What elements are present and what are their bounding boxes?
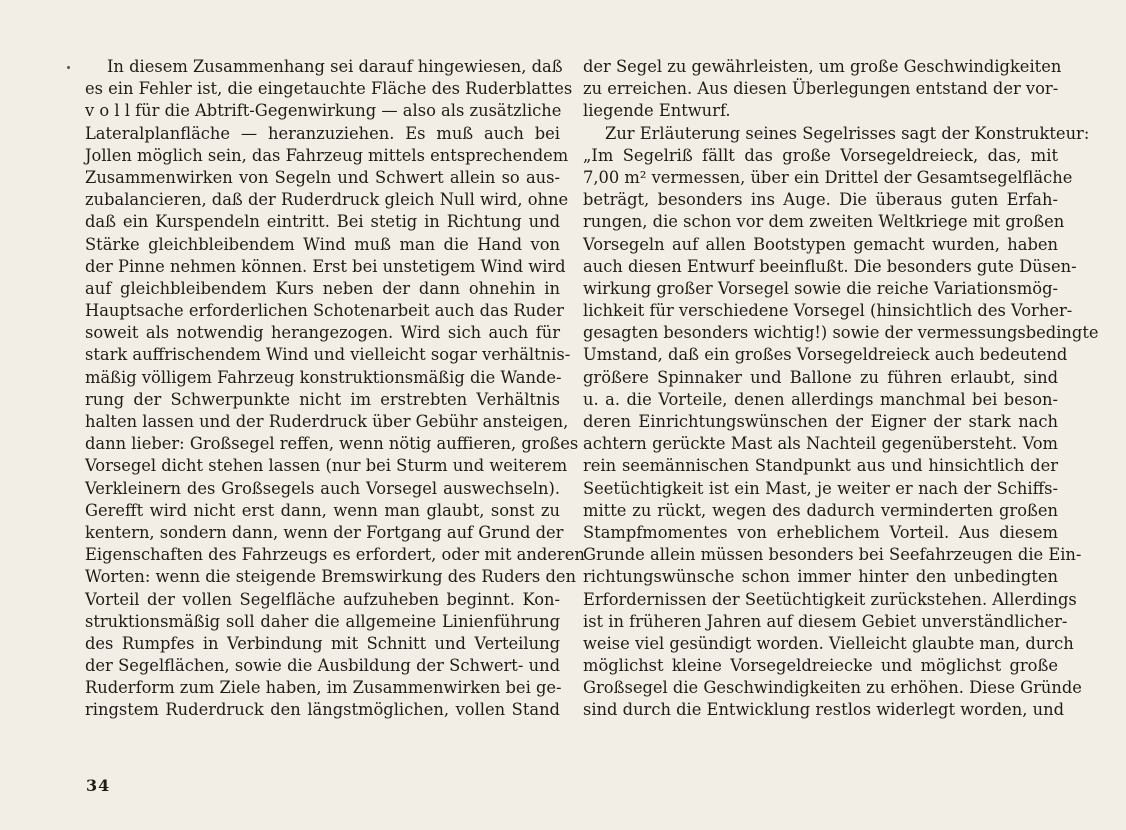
text-line: größere Spinnaker und Ballone zu führen erlaubt, sind (583, 367, 1058, 387)
text-line: „Im Segelriß fällt das große Vorsegeldreieck, das, mit (583, 145, 1058, 165)
text-line: mitte zu rückt, wegen des dadurch verminderten großen (583, 500, 1058, 520)
text-line: daß ein Kurspendeln eintritt. Bei stetig in Richtung und (85, 212, 560, 232)
text-line: auf gleichbleibendem Kurs neben der dann ohnehin in (85, 278, 560, 298)
text-line: richtungswünsche schon immer hinter den unbedingten (583, 567, 1058, 587)
text-line: lichkeit für verschiedene Vorsegel (hinsichtlich des Vorher- (583, 301, 1073, 321)
text-line: struktionsmäßig soll daher die allgemeine Linienführung (85, 611, 560, 631)
text-line: Hauptsache erforderlichen Schotenarbeit auch das Ruder (85, 301, 564, 321)
text-line: In diesem Zusammenhang sei darauf hingewiesen, daß (107, 57, 563, 76)
text-line: weise viel gesündigt worden. Vielleicht glaubte man, durch (583, 633, 1074, 653)
text-line: sind durch die Entwicklung restlos widerlegt worden, und (583, 700, 1065, 720)
text-line: soweit als notwendig herangezogen. Wird sich auch für (85, 323, 560, 343)
text-line: es ein Fehler ist, die eingetauchte Fläche des Ruderblattes (85, 79, 573, 99)
text-line: Stärke gleichbleibendem Wind muß man die Hand von (85, 234, 560, 254)
text-line: wirkung großer Vorsegel sowie die reiche Variationsmög- (583, 278, 1058, 298)
text-line: Vorteil der vollen Segelfläche aufzuheben beginnt. Kon- (85, 589, 560, 609)
text-line: der Pinne nehmen können. Erst bei unstetigem Wind wird (85, 256, 566, 276)
text-line: achtern gerückte Mast als Nachteil gegenübersteht. Vom (583, 434, 1058, 454)
text-line: Erfordernissen der Seetüchtigkeit zurückstehen. Allerdings (583, 589, 1077, 609)
text-line: mäßig völligem Fahrzeug konstruktionsmäßig die Wande- (85, 367, 562, 387)
text-line: 7,00 m² vermessen, über ein Drittel der Gesamtsegelfläche (583, 167, 1073, 187)
text-line: v o l l für die Abtrift-Gegenwirkung — also als zusätzliche (85, 101, 562, 121)
text-line: ringstem Ruderdruck den längstmöglichen, vollen Stand (85, 700, 560, 720)
text-line: des Rumpfes in Verbindung mit Schnitt und Verteilung (85, 633, 560, 653)
text-line: Großsegel die Geschwindigkeiten zu erhöhen. Diese Gründe (583, 678, 1082, 698)
text-line: Grunde allein müssen besonders bei Seefahrzeugen die Ein- (583, 545, 1082, 565)
text-line: Eigenschaften des Fahrzeugs es erfordert, oder mit anderen (85, 545, 585, 565)
text-line: rungen, die schon vor dem zweiten Weltkriege mit großen (583, 212, 1065, 232)
text-line: Worten: wenn die steigende Bremswirkung des Ruders den (85, 567, 576, 587)
text-line: u. a. die Vorteile, denen allerdings manchmal bei beson- (583, 389, 1058, 409)
text-line: gesagten besonders wichtig!) sowie der vermessungsbedingte (583, 323, 1099, 343)
text-line: Zur Erläuterung seines Segelrisses sagt der Konstrukteur: (605, 123, 1090, 143)
text-line: liegende Entwurf. (583, 101, 731, 121)
page-number: 34 (86, 776, 111, 795)
text-line: Stampfmomentes von erheblichem Vorteil. Aus diesem (583, 522, 1058, 542)
text-line: Umstand, daß ein großes Vorsegeldreieck auch bedeutend (583, 345, 1068, 365)
text-line: deren Einrichtungswünschen der Eigner der stark nach (583, 412, 1058, 431)
text-line: dann lieber: Großsegel reffen, wenn nötig auffieren, großes (85, 434, 579, 454)
text-line: zu erreichen. Aus diesen Überlegungen entstand der vor- (583, 79, 1059, 99)
text-line: der Segelflächen, sowie die Ausbildung der Schwert- und (85, 656, 560, 676)
text-line: Vorsegeln auf allen Bootstypen gemacht wurden, haben (583, 234, 1058, 254)
text-line: rung der Schwerpunkte nicht im erstrebten Verhältnis (85, 389, 560, 409)
text-line: halten lassen und der Ruderdruck über Gebühr ansteigen, (85, 412, 569, 431)
left-text-column (85, 56, 585, 722)
margin-speck (67, 66, 70, 69)
text-line: stark auffrischendem Wind und vielleicht sogar verhältnis- (85, 345, 571, 365)
right-text-column (583, 56, 1099, 722)
text-line: Vorsegel dicht stehen lassen (nur bei Sturm und weiterem (85, 456, 568, 476)
text-line: Seetüchtigkeit ist ein Mast, je weiter er nach der Schiffs- (583, 478, 1058, 498)
text-line: der Segel zu gewährleisten, um große Geschwindigkeiten (583, 57, 1062, 76)
text-line: auch diesen Entwurf beeinflußt. Die besonders gute Düsen- (583, 256, 1077, 276)
text-line: Lateralplanfläche — heranzuziehen. Es muß auch bei (85, 123, 560, 143)
text-line: Ruderform zum Ziele haben, im Zusammenwirken bei ge- (85, 678, 562, 698)
text-line: Verkleinern des Großsegels auch Vorsegel auswechseln). (85, 478, 560, 498)
text-line: zubalancieren, daß der Ruderdruck gleich Null wird, ohne (85, 190, 569, 210)
text-line: kentern, sondern dann, wenn der Fortgang auf Grund der (85, 522, 564, 542)
text-line: Gerefft wird nicht erst dann, wenn man glaubt, sonst zu (85, 500, 560, 520)
text-line: ist in früheren Jahren auf diesem Gebiet unverständlicher- (583, 611, 1068, 631)
text-line: beträgt, besonders ins Auge. Die überaus guten Erfah- (583, 190, 1058, 210)
text-line: Zusammenwirken von Segeln und Schwert allein so aus- (85, 167, 560, 187)
text-line: rein seemännischen Standpunkt aus und hinsichtlich der (583, 456, 1058, 476)
text-line: möglichst kleine Vorsegeldreiecke und möglichst große (583, 656, 1058, 676)
text-line: Jollen möglich sein, das Fahrzeug mittels entsprechendem (85, 145, 569, 165)
